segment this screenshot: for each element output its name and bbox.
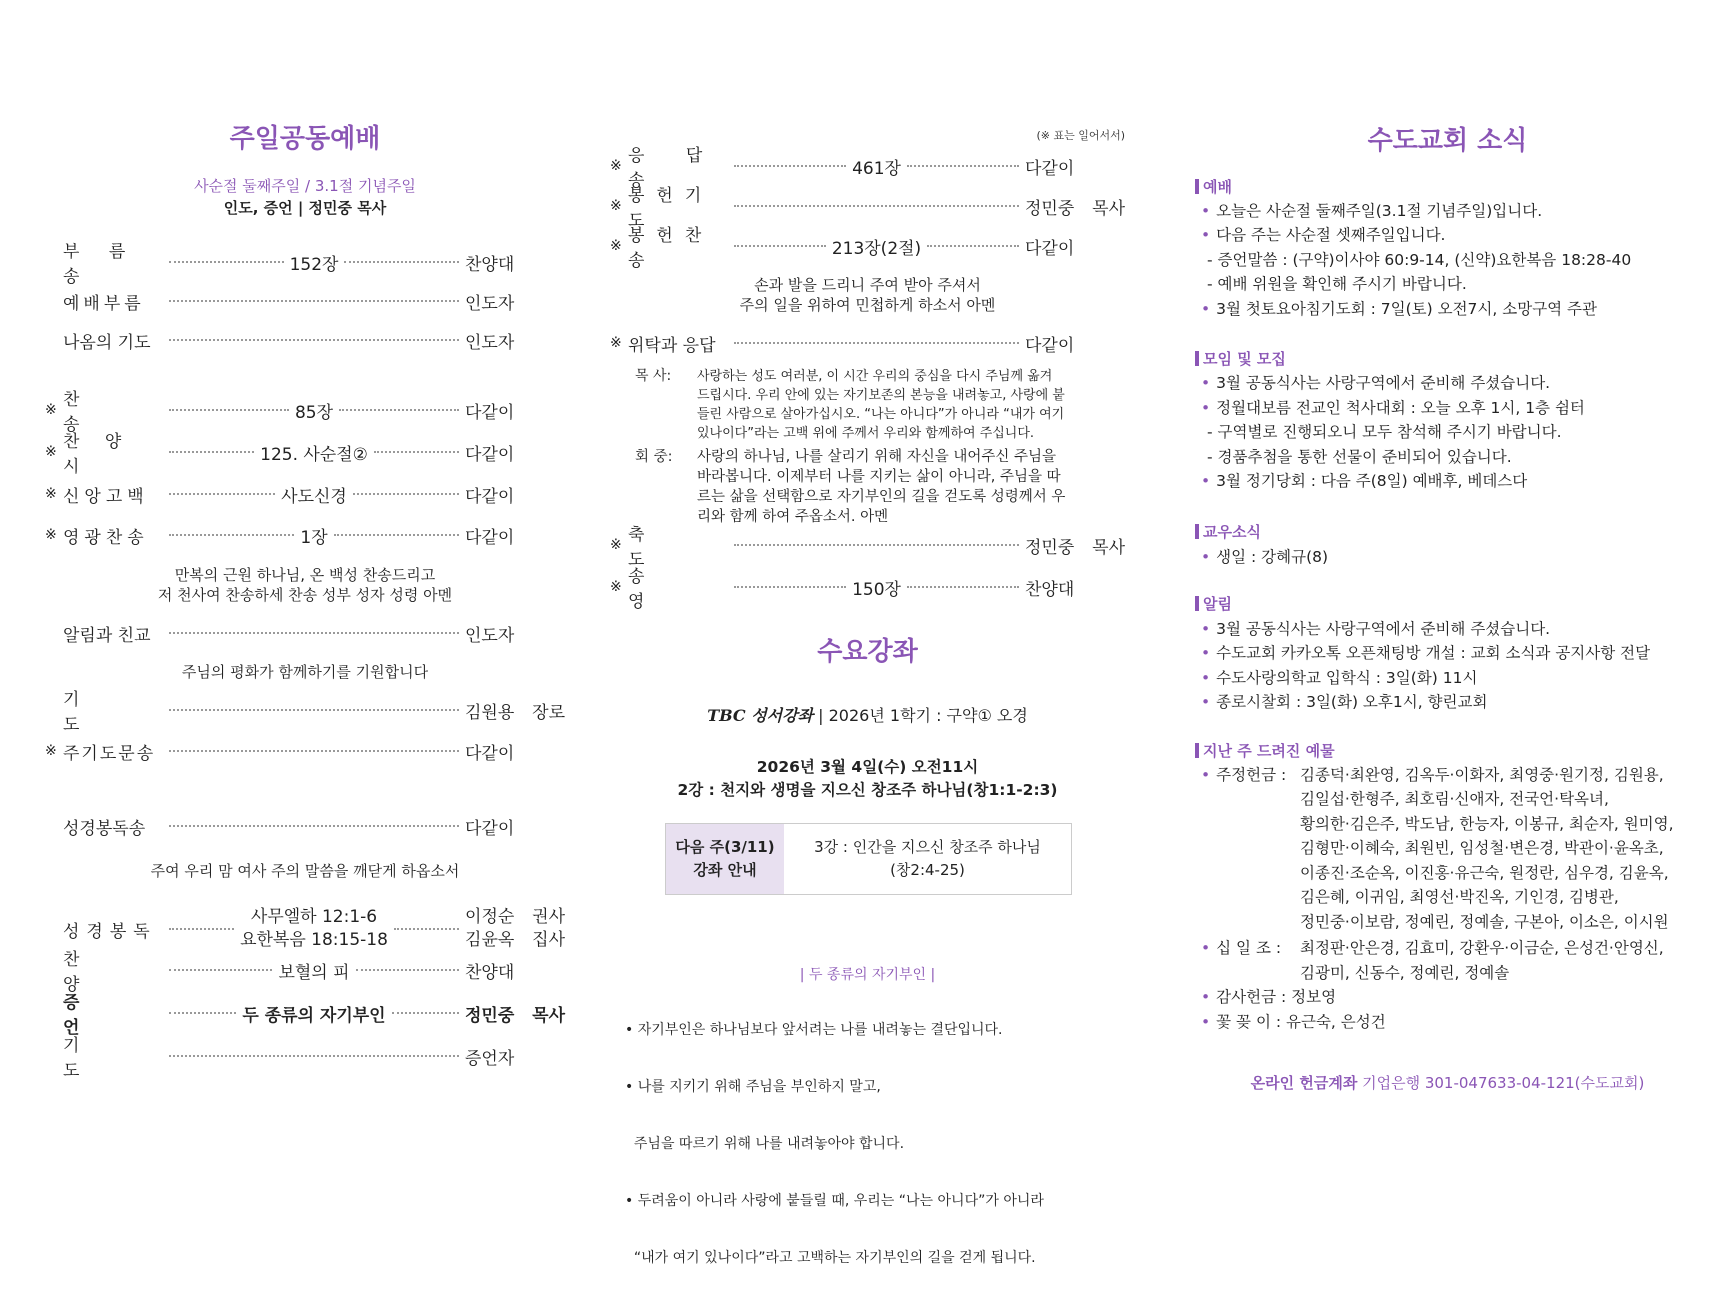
worship-subtitle: 사순절 둘째주일 / 3.1절 기념주일 xyxy=(194,177,416,195)
peace-line: 주님의 평화가 함께하기를 기원합니다 xyxy=(181,663,429,681)
section-heading: 지난 주 드려진 예물 xyxy=(1195,740,1335,761)
doxology-line: 만복의 근원 하나님, 온 백성 찬송드리고 xyxy=(174,566,436,584)
denial-title: | 두 종류의 자기부인 | xyxy=(799,967,936,983)
doxology-line: 저 천사여 찬송하세 찬송 성부 성자 성령 아멘 xyxy=(157,586,453,604)
account-number: 기업은행 301-047633-04-121(수도교회) xyxy=(1362,1074,1645,1092)
next-lecture-topic: 3강 : 인간을 지으신 창조주 하나님 (창2:4-25) xyxy=(814,838,1041,879)
congregation-response: 회 중: 사랑의 하나님, 나를 살리기 위해 자신을 내어주신 주님을 바라봅니다. 이제부터 나를 지키는 삶이 아니라, 주님을 따 르는 삶을 선택함으로 자기부인의 길을 걷도록 성령께서 우 리와 함께 하여 주옵소서. 아멘 xyxy=(635,449,1066,525)
lecture-title: 수요강좌 xyxy=(817,637,918,667)
order-row: 성경봉독송 다같이 xyxy=(63,818,515,839)
news-item: • 종로시찰회 : 3일(화) 오후1시, 향린교회 xyxy=(1201,693,1488,711)
pastor-response: 목 사: 사랑하는 성도 여러분, 이 시간 우리의 중심을 다시 주님께 옮겨 드립시다. 우리 안에 있는 자기보존의 본능을 내려놓고, 사랑에 붙 들린 사람으로 살아가십시오. “나는 아니다”가 아니라 “내가 여기 있나이다”라는 고백 위에 주께서 우리와 함께하여 주십니다. xyxy=(635,368,1065,441)
offering-hymn-line: 주의 일을 위하여 민첩하게 하소서 아멘 xyxy=(739,296,996,314)
news-item: • 정월대보름 전교인 척사대회 : 오늘 오후 1시, 1층 쉼터 xyxy=(1201,399,1585,417)
lecture-brand: TBC 성서강좌 xyxy=(707,706,814,725)
offering-names: 최정판·안은경, 김효미, 강환우·이금순, 은성건·안영신, xyxy=(1300,939,1664,957)
worship-title: 주일공동예배 xyxy=(229,124,381,154)
news-item: • 3월 첫토요아침기도회 : 7일(토) 오전7시, 소망구역 주관 xyxy=(1201,300,1598,318)
next-lecture-label: 다음 주(3/11) 강좌 안내 xyxy=(666,824,784,894)
denial-bullets: • 자기부인은 하나님보다 앞서려는 나를 내려놓는 결단입니다. • 나를 지키기 위해 주님을 부인하지 말고, 주님을 따르기 위해 나를 내려놓아야 합니다. • 두려움이 아니라 사랑에 붙들릴 때, 우리는 “나는 아니다”가 아니라 “내가 여기 있나이다”라고 고백하는 자기부인의 길을 걷게 됩니다. xyxy=(625,1022,1044,1266)
lecture-topic: 2강 : 천지와 생명을 지으신 창조주 하나님(창1:1-2:3) xyxy=(677,781,1058,799)
order-row: 찬 양 보혈의 피 찬양대 xyxy=(63,950,515,995)
lecture-series: TBC 성서강좌 | 2026년 1학기 : 구약① 오경 xyxy=(707,706,1028,725)
order-row: 부 름 송 152장 찬양대 xyxy=(63,242,515,287)
news-item: • 3월 정기당회 : 다음 주(8일) 예배후, 베데스다 xyxy=(1201,472,1528,490)
scripture-reading-row: 성경봉독 사무엘하 12:1-6 요한복음 18:15-18 이정순 권사 김윤옥 집사 xyxy=(63,907,566,950)
offering-names: 정민중·이보람, 정예린, 정예솔, 구본아, 이소은, 이시원 xyxy=(1300,913,1669,931)
order-row: ※ 응 답 송 461장 다같이 xyxy=(610,146,1075,191)
order-row: 기 도 김원용 장로 xyxy=(63,690,565,735)
section-heading: 알림 xyxy=(1195,593,1232,614)
lecture-date: 2026년 3월 4일(수) 오전11시 xyxy=(756,758,979,776)
order-row: ※ 신앙고백 사도신경 다같이 xyxy=(45,486,515,507)
order-row: ※ 영광찬송 1장 다같이 xyxy=(45,527,515,548)
lecture-term: 2026년 1학기 : 구약① 오경 xyxy=(828,706,1028,725)
worship-order-column-2 xyxy=(610,0,1125,1266)
news-item: • 3월 공동식사는 사랑구역에서 준비해 주셨습니다. xyxy=(1201,620,1551,638)
account-label: 온라인 헌금계좌 xyxy=(1250,1074,1358,1092)
order-row: ※ 봉헌찬송 213장(2절) 다같이 xyxy=(610,226,1075,271)
offering-names: 김광미, 신동수, 정예린, 정예솔 xyxy=(1300,964,1510,982)
section-heading: 교우소식 xyxy=(1195,521,1261,542)
section-heading: 예배 xyxy=(1195,176,1232,197)
order-row: ※ 주기도문송 다같이 xyxy=(45,743,515,764)
order-row: ※ 송 영 150장 찬양대 xyxy=(610,567,1075,612)
news-subitem: - 증언말씀 : (구약)이사야 60:9-14, (신약)요한복음 18:28-40 xyxy=(1207,251,1632,269)
order-row: ※ 봉헌기도 정민중 목사 xyxy=(610,186,1125,231)
news-item: • 3월 공동식사는 사랑구역에서 준비해 주셨습니다. xyxy=(1201,374,1551,392)
offering-names: 김형만·이혜숙, 최원빈, 임성철·변은경, 박관이·윤옥초, xyxy=(1300,839,1664,857)
order-row: 나옴의 기도 인도자 xyxy=(63,332,515,353)
news-item: • 수도교회 카카오톡 오픈채팅방 개설 : 교회 소식과 공지사항 전달 xyxy=(1201,644,1651,662)
worship-order-column xyxy=(45,0,565,1214)
offering-item: • 꽃 꽂 이 : 유근숙, 은성건 xyxy=(1201,1013,1386,1031)
church-news-column xyxy=(1195,0,1700,1214)
news-subitem: - 예배 위원을 확인해 주시기 바랍니다. xyxy=(1207,275,1467,293)
offering-names: 김일섭·한형주, 최호림·신애자, 전국언·탁옥녀, xyxy=(1300,790,1609,808)
offering-names: 황의한·김은주, 박도남, 한능자, 이봉규, 최순자, 원미영, xyxy=(1300,815,1674,833)
news-subitem: - 구역별로 진행되오니 모두 참석해 주시기 바랍니다. xyxy=(1207,423,1562,441)
order-row: ※ 찬 송 85장 다같이 xyxy=(45,390,515,435)
news-title: 수도교회 소식 xyxy=(1367,126,1528,156)
worship-leaders: 인도, 증언 | 정민중 목사 xyxy=(223,199,387,217)
order-row: ※ 위탁과 응답 다같이 xyxy=(610,335,1075,356)
offering-item: • 십 일 조 : xyxy=(1201,939,1282,957)
offering-item: • 감사헌금 : 정보영 xyxy=(1201,988,1337,1006)
offering-names: 김은혜, 이귀임, 최영선·박진옥, 기인경, 김병관, xyxy=(1300,888,1619,906)
offering-item: • 주정헌금 : xyxy=(1201,766,1287,784)
news-item: • 다음 주는 사순절 셋째주일입니다. xyxy=(1201,226,1446,244)
order-row: 기 도 증언자 xyxy=(63,1036,515,1081)
news-item: • 생일 : 강혜규(8) xyxy=(1201,548,1329,566)
offering-hymn-line: 손과 발을 드리니 주여 받아 주셔서 xyxy=(754,276,981,294)
scripture-song-line: 주여 우리 맘 여사 주의 말씀을 깨닫게 하옵소서 xyxy=(150,862,460,880)
stand-note: (※ 표는 일어서서) xyxy=(1036,129,1125,142)
section-heading: 모임 및 모집 xyxy=(1195,348,1286,369)
order-row: 예배부름 인도자 xyxy=(63,293,515,314)
order-row: 증 언 두 종류의 자기부인 정민중 목사 xyxy=(63,993,565,1038)
offering-names: 김종덕·최완영, 김옥두·이화자, 최영중·원기정, 김원용, xyxy=(1300,766,1664,784)
account-line xyxy=(1195,1072,1700,1093)
order-row: ※ 축 도 정민중 목사 xyxy=(610,525,1125,570)
next-lecture-box xyxy=(665,823,1072,895)
order-row: 알림과 친교 인도자 xyxy=(63,625,515,646)
news-item: • 오늘은 사순절 둘째주일(3.1절 기념주일)입니다. xyxy=(1201,202,1543,220)
news-item: • 수도사랑의학교 입학식 : 3일(화) 11시 xyxy=(1201,669,1478,687)
news-subitem: - 경품추첨을 통한 선물이 준비되어 있습니다. xyxy=(1207,448,1512,466)
offering-names: 이종진·조순옥, 이진홍·유근숙, 원정란, 심우경, 김윤옥, xyxy=(1300,864,1669,882)
order-row: ※ 찬 양 시 125. 사순절② 다같이 xyxy=(45,432,515,477)
